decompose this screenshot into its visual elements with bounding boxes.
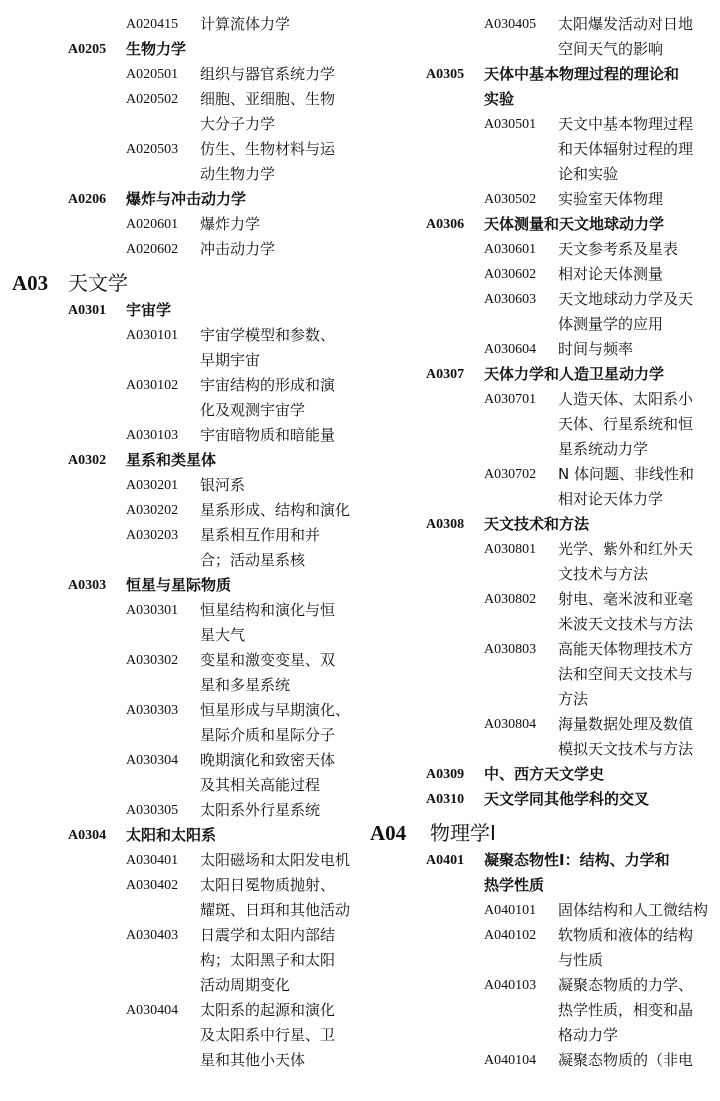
entry-text: 凝聚态物质的（非电 bbox=[558, 1051, 694, 1069]
entry-line bbox=[0, 473, 360, 498]
subcategory-heading bbox=[360, 212, 720, 237]
entry-text: 与性质 bbox=[558, 951, 604, 969]
entry-line bbox=[0, 898, 360, 923]
entry-text: 早期宇宙 bbox=[200, 351, 261, 369]
entry-line bbox=[360, 662, 720, 687]
entry-text: 宇宙暗物质和暗能量 bbox=[200, 426, 336, 444]
entry-line bbox=[0, 398, 360, 423]
entry-text: 和天体辐射过程的理 bbox=[558, 140, 694, 158]
entry-code: A030602 bbox=[484, 267, 537, 282]
entry-code: A0304 bbox=[68, 828, 107, 843]
entry-text: 天体测量和天文地球动力学 bbox=[484, 215, 665, 233]
entry-text: 天文参考系及星表 bbox=[558, 240, 679, 258]
entry-code: A030101 bbox=[126, 328, 179, 343]
entry-code: A04 bbox=[370, 821, 407, 845]
entry-line bbox=[360, 948, 720, 973]
entry-text: 相对论天体测量 bbox=[558, 265, 664, 283]
entry-text: 时间与频率 bbox=[558, 340, 634, 358]
entry-text: 相对论天体力学 bbox=[558, 490, 664, 508]
entry-text: 实验 bbox=[484, 90, 515, 108]
entry-line bbox=[360, 487, 720, 512]
entry-code: A030303 bbox=[126, 703, 179, 718]
entry-text: 天文地球动力学及天 bbox=[558, 290, 694, 308]
subcategory-heading bbox=[360, 362, 720, 387]
entry-line bbox=[360, 637, 720, 662]
entry-text: 体测量学的应用 bbox=[558, 315, 664, 333]
entry-line bbox=[0, 348, 360, 373]
entry-code: A020601 bbox=[126, 217, 179, 232]
entry-code: A030405 bbox=[484, 17, 537, 32]
entry-code: A030103 bbox=[126, 428, 179, 443]
entry-line bbox=[360, 562, 720, 587]
entry-code: A030803 bbox=[484, 642, 537, 657]
entry-text: 大分子力学 bbox=[200, 115, 276, 133]
entry-line bbox=[360, 262, 720, 287]
entry-code: A040101 bbox=[484, 903, 537, 918]
entry-line bbox=[360, 998, 720, 1023]
entry-code: A030301 bbox=[126, 603, 179, 618]
entry-line bbox=[360, 1023, 720, 1048]
entry-code: A030302 bbox=[126, 653, 179, 668]
entry-text: 热学性质，相变和晶 bbox=[558, 1001, 694, 1019]
entry-code: A030502 bbox=[484, 192, 537, 207]
subcategory-heading bbox=[360, 848, 720, 873]
entry-text: 论和实验 bbox=[558, 165, 619, 183]
entry-text: 活动周期变化 bbox=[200, 976, 291, 994]
entry-code: A0307 bbox=[426, 367, 465, 382]
entry-text: 太阳磁场和太阳发电机 bbox=[200, 851, 351, 869]
entry-line bbox=[360, 462, 720, 487]
subcategory-heading bbox=[360, 787, 720, 812]
entry-text: 天文学同其他学科的交叉 bbox=[484, 790, 650, 808]
subcategory-heading bbox=[0, 573, 360, 598]
entry-text: 星大气 bbox=[200, 626, 246, 644]
entry-line bbox=[0, 87, 360, 112]
entry-text: 凝聚态物性Ⅰ：结构、力学和 bbox=[484, 851, 670, 869]
entry-text: 变星和激变变星、双 bbox=[200, 651, 336, 669]
entry-line bbox=[360, 137, 720, 162]
entry-line bbox=[360, 1048, 720, 1073]
entry-code: A030404 bbox=[126, 1003, 179, 1018]
entry-line bbox=[0, 723, 360, 748]
entry-text: 银河系 bbox=[200, 476, 246, 494]
entry-text: 米波天文技术与方法 bbox=[558, 615, 694, 633]
entry-line bbox=[360, 437, 720, 462]
entry-code: A030403 bbox=[126, 928, 179, 943]
entry-line bbox=[360, 162, 720, 187]
entry-text: 耀斑、日珥和其他活动 bbox=[200, 901, 351, 919]
entry-text: 中、西方天文学史 bbox=[484, 765, 605, 783]
entry-text: 星和多星系统 bbox=[200, 676, 291, 694]
entry-text: 海量数据处理及数值 bbox=[558, 715, 694, 733]
entry-code: A020501 bbox=[126, 67, 179, 82]
entry-line bbox=[0, 1023, 360, 1048]
entry-code: A030601 bbox=[484, 242, 537, 257]
entry-line bbox=[360, 537, 720, 562]
entry-code: A030102 bbox=[126, 378, 179, 393]
entry-text: 人造天体、太阳系小 bbox=[558, 390, 694, 408]
entry-text: 晚期演化和致密天体 bbox=[200, 751, 336, 769]
entry-text: 化及观测宇宙学 bbox=[200, 401, 306, 419]
entry-text: 日震学和太阳内部结 bbox=[200, 926, 336, 944]
entry-text: 天文学 bbox=[68, 271, 128, 295]
subcategory-heading bbox=[0, 298, 360, 323]
entry-line bbox=[360, 687, 720, 712]
entry-line bbox=[360, 923, 720, 948]
entry-line bbox=[360, 37, 720, 62]
entry-text: 法和空间天文技术与 bbox=[558, 665, 694, 683]
entry-code: A0306 bbox=[426, 217, 465, 232]
entry-code: A030305 bbox=[126, 803, 179, 818]
entry-code: A030201 bbox=[126, 478, 179, 493]
entry-line bbox=[0, 498, 360, 523]
entry-line bbox=[360, 412, 720, 437]
entry-line bbox=[0, 162, 360, 187]
entry-code: A030804 bbox=[484, 717, 537, 732]
entry-line bbox=[0, 998, 360, 1023]
entry-text: 及其相关高能过程 bbox=[200, 776, 321, 794]
subcategory-heading bbox=[360, 873, 720, 898]
entry-text: 宇宙学 bbox=[126, 301, 172, 319]
entry-code: A0310 bbox=[426, 792, 465, 807]
entry-text: 仿生、生物材料与运 bbox=[200, 140, 336, 158]
entry-text: 光学、紫外和红外天 bbox=[558, 540, 694, 558]
entry-text: 恒星形成与早期演化、 bbox=[200, 701, 351, 719]
entry-line bbox=[0, 373, 360, 398]
entry-code: A0205 bbox=[68, 42, 107, 57]
entry-line bbox=[360, 187, 720, 212]
entry-line bbox=[0, 423, 360, 448]
entry-text: 星系和类星体 bbox=[126, 451, 217, 469]
entry-line bbox=[0, 648, 360, 673]
entry-code: A030202 bbox=[126, 503, 179, 518]
entry-text: 凝聚态物质的力学、 bbox=[558, 976, 694, 994]
entry-text: 爆炸力学 bbox=[200, 215, 261, 233]
entry-code: A030701 bbox=[484, 392, 537, 407]
entry-line bbox=[0, 798, 360, 823]
entry-code: A0206 bbox=[68, 192, 107, 207]
entry-text: 太阳爆发活动对日地 bbox=[558, 15, 694, 33]
entry-line bbox=[0, 948, 360, 973]
entry-text: 细胞、亚细胞、生物 bbox=[200, 90, 336, 108]
entry-line bbox=[360, 898, 720, 923]
entry-code: A030401 bbox=[126, 853, 179, 868]
entry-text: 构；太阳黑子和太阳 bbox=[200, 951, 336, 969]
entry-text: 星系相互作用和并 bbox=[200, 526, 321, 544]
entry-code: A0305 bbox=[426, 67, 465, 82]
entry-text: 高能天体物理技术方 bbox=[558, 640, 694, 658]
entry-line bbox=[0, 923, 360, 948]
subcategory-heading bbox=[360, 762, 720, 787]
entry-line bbox=[0, 973, 360, 998]
entry-text: 动生物力学 bbox=[200, 165, 276, 183]
entry-line bbox=[360, 587, 720, 612]
entry-line bbox=[360, 712, 720, 737]
entry-text: 方法 bbox=[558, 690, 589, 708]
entry-line bbox=[0, 773, 360, 798]
entry-text: 星系形成、结构和演化 bbox=[200, 501, 351, 519]
entry-code: A040102 bbox=[484, 928, 537, 943]
subcategory-heading bbox=[360, 62, 720, 87]
entry-code: A0301 bbox=[68, 303, 107, 318]
entry-code: A030402 bbox=[126, 878, 179, 893]
entry-code: A030203 bbox=[126, 528, 179, 543]
entry-line bbox=[0, 673, 360, 698]
entry-text: 计算流体力学 bbox=[200, 15, 291, 33]
entry-code: A030603 bbox=[484, 292, 537, 307]
entry-text: 文技术与方法 bbox=[558, 565, 649, 583]
entry-line bbox=[0, 12, 360, 37]
entry-line bbox=[360, 337, 720, 362]
entry-text: 合；活动星系核 bbox=[200, 551, 306, 569]
entry-line bbox=[0, 1048, 360, 1073]
entry-text: 及太阳系中行星、卫 bbox=[200, 1026, 336, 1044]
entry-text: 爆炸与冲击动力学 bbox=[126, 190, 247, 208]
entry-code: A040103 bbox=[484, 978, 537, 993]
category-heading bbox=[0, 268, 360, 298]
subcategory-heading bbox=[360, 512, 720, 537]
subcategory-heading bbox=[0, 187, 360, 212]
entry-line bbox=[0, 873, 360, 898]
entry-line bbox=[0, 237, 360, 262]
entry-text: 实验室天体物理 bbox=[558, 190, 664, 208]
subcategory-heading bbox=[0, 37, 360, 62]
entry-code: A030702 bbox=[484, 467, 537, 482]
entry-text: 热学性质 bbox=[484, 876, 545, 894]
entry-text: 宇宙学模型和参数、 bbox=[200, 326, 336, 344]
entry-text: 软物质和液体的结构 bbox=[558, 926, 694, 944]
entry-line bbox=[360, 737, 720, 762]
entry-text: 星和其他小天体 bbox=[200, 1051, 306, 1069]
subcategory-heading bbox=[0, 448, 360, 473]
entry-code: A020503 bbox=[126, 142, 179, 157]
entry-text: 宇宙结构的形成和演 bbox=[200, 376, 336, 394]
entry-text: 固体结构和人工微结构 bbox=[558, 901, 709, 919]
entry-text: 格动力学 bbox=[558, 1026, 619, 1044]
entry-text: 天体力学和人造卫星动力学 bbox=[484, 365, 665, 383]
entry-code: A030604 bbox=[484, 342, 537, 357]
entry-text: 射电、毫米波和亚毫 bbox=[558, 590, 694, 608]
entry-line bbox=[0, 748, 360, 773]
entry-code: A0302 bbox=[68, 453, 107, 468]
entry-text: 组织与器官系统力学 bbox=[200, 65, 336, 83]
entry-line bbox=[0, 62, 360, 87]
entry-line bbox=[0, 698, 360, 723]
entry-line bbox=[0, 598, 360, 623]
entry-code: A030304 bbox=[126, 753, 179, 768]
entry-line bbox=[0, 848, 360, 873]
entry-text: N 体问题、非线性和 bbox=[558, 465, 694, 483]
entry-line bbox=[360, 287, 720, 312]
entry-line bbox=[360, 112, 720, 137]
entry-code: A0401 bbox=[426, 853, 465, 868]
entry-line bbox=[0, 112, 360, 137]
entry-line bbox=[0, 212, 360, 237]
entry-text: 天文中基本物理过程 bbox=[558, 115, 694, 133]
subcategory-heading bbox=[360, 87, 720, 112]
entry-code: A030802 bbox=[484, 592, 537, 607]
entry-line bbox=[360, 387, 720, 412]
entry-line bbox=[0, 548, 360, 573]
entry-text: 太阳和太阳系 bbox=[126, 826, 217, 844]
entry-code: A020602 bbox=[126, 242, 179, 257]
entry-line bbox=[0, 523, 360, 548]
entry-line bbox=[0, 623, 360, 648]
subcategory-heading bbox=[0, 823, 360, 848]
entry-line bbox=[0, 323, 360, 348]
entry-text: 空间天气的影响 bbox=[558, 40, 664, 58]
entry-text: 恒星结构和演化与恒 bbox=[200, 601, 336, 619]
entry-code: A0308 bbox=[426, 517, 465, 532]
category-heading bbox=[360, 818, 720, 848]
entry-code: A030501 bbox=[484, 117, 537, 132]
entry-text: 恒星与星际物质 bbox=[126, 576, 232, 594]
entry-text: 冲击动力学 bbox=[200, 240, 276, 258]
entry-code: A0303 bbox=[68, 578, 107, 593]
entry-code: A040104 bbox=[484, 1053, 537, 1068]
entry-text: 模拟天文技术与方法 bbox=[558, 740, 694, 758]
entry-text: 物理学Ⅰ bbox=[430, 821, 496, 845]
entry-line bbox=[360, 12, 720, 37]
entry-text: 生物力学 bbox=[126, 40, 187, 58]
entry-text: 天体、行星系统和恒 bbox=[558, 415, 694, 433]
entry-line bbox=[360, 973, 720, 998]
entry-line bbox=[360, 312, 720, 337]
entry-code: A020415 bbox=[126, 17, 179, 32]
entry-text: 星系统动力学 bbox=[558, 440, 649, 458]
entry-code: A020502 bbox=[126, 92, 179, 107]
entry-line bbox=[0, 137, 360, 162]
entry-text: 天体中基本物理过程的理论和 bbox=[484, 65, 680, 83]
entry-text: 太阳系外行星系统 bbox=[200, 801, 321, 819]
entry-line bbox=[360, 612, 720, 637]
entry-code: A0309 bbox=[426, 767, 465, 782]
entry-text: 太阳日冕物质抛射、 bbox=[200, 876, 336, 894]
entry-text: 太阳系的起源和演化 bbox=[200, 1001, 336, 1019]
entry-code: A030801 bbox=[484, 542, 537, 557]
entry-text: 天文技术和方法 bbox=[484, 515, 590, 533]
entry-text: 星际介质和星际分子 bbox=[200, 726, 336, 744]
entry-line bbox=[360, 237, 720, 262]
entry-code: A03 bbox=[12, 271, 49, 295]
